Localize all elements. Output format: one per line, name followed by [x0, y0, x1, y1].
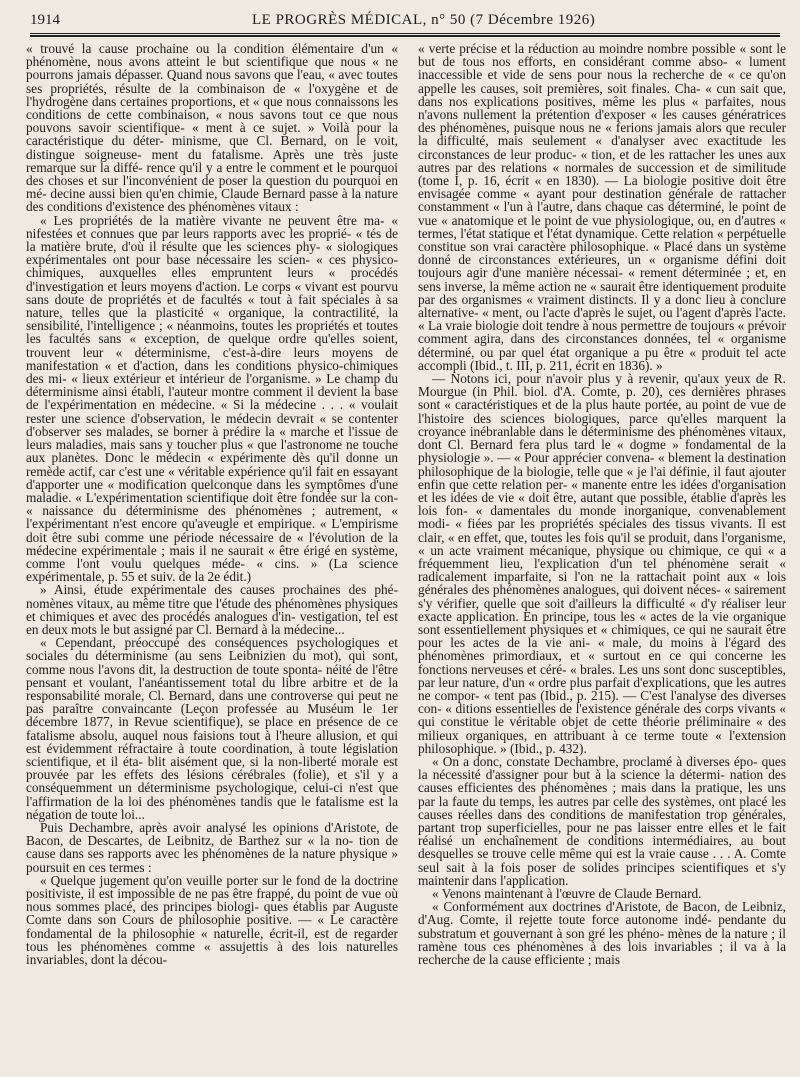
page-number: 1914 — [30, 12, 60, 28]
left-column — [26, 42, 398, 966]
paragraph: « Venons maintenant à l'œuvre de Claude Bernard. — [432, 886, 702, 901]
paragraph: « Cependant, préoccupé des conséquences psychologiques et sociales du déterminisme (au sens Leibnizien du mot), qui sont, comme nous l'avons dit, la destruction de toute sponta- néité de l'être pensant et voulant, l'anéantissement total du libre arbitre et de la responsabilité morale, Cl. Bernard, dans une controverse qui peut ne pas paraître convaincante (Leçon professée au Muséum le 1er décembre 1877, in Revue scientifique), se place en présence de ce fatalisme absolu, auquel nous faisions tout à l'heure allusion, et qui est évidemment réfractaire à toute coordination, à toute législation scientifique, et il éta- blit aisément que, si la non-liberté morale est prouvée par les effets des lésions cérébrales (folie), et s'il y a conséquemment un déterminisme psychologique, celui-ci n'est que l'affirmation de la loi des phénomènes tandis que le fatalisme est la négation de toute loi... — [26, 635, 398, 822]
paragraph: » Ainsi, étude expérimentale des causes prochaines des phé- nomènes vitaux, au même titre que l'étude des phénomènes physiques et chimiques et avec des procédés analogues d'in- vestigation, tel est en deux mots le but assigné par Cl. Bernard à la médecine... — [26, 582, 398, 637]
paragraph: — Notons ici, pour n'avoir plus y à revenir, qu'aux yeux de R. Mourgue (in Phil. biol. d'A. Comte, p. 20), ces dernières phrases sont « caractéristiques et de la plus haute portée, au point de vue de l'histoire des sciences biologiques, parce qu'elles marquent la croyance inébranlable dans le déterminisme des phénomènes vitaux, dont Cl. Bernard fera plus tard le « dogme » fondamental de la physiologie ». — « Pour apprécier convena- « blement la destination philosophique de la biologie, telle que « je l'ai définie, il faut ajouter enfin que cette relation per- « manente entre les idées d'organisation et les idées de vie « doit être, autant que possible, établie d'après les lois fon- « damentales du monde inorganique, convenablement modi- « fiées par les propriétés spéciales des tissus vivants. Il est clair, « en effet, que, toutes les fois qu'il se produit, dans l'organisme, « un acte vraiment mécanique, physique ou chimique, ce qui « a fréquemment lieu, l'explication d'un tel phénomène serait « radicalement imparfaite, si l'on ne la rattachait point aux « lois générales des phénomènes analogues, qui doivent néces- « sairement s'y vérifier, quelle que soit d'ailleurs la difficulté « d'y réaliser leur exacte application. En principe, tous les « actes de la vie organique sont essentiellement physiques et « chimiques, ce qui ne saurait être pour les actes de la vie ani- « male, du moins à l'égard des phénomènes primordiaux, et « surtout en ce qui concerne les fonctions nerveuses et céré- « brales. Les uns sont donc susceptibles, par leur nature, d'un « ordre plus parfait d'explications, que les autres ne compor- « tent pas (Ibid., p. 215). — C'est l'analyse des diverses con- « ditions essentielles de l'existence générale des corps vivants « qui constitue le véritable objet de cette théorie préliminaire « des milieux organiques, en attribuant à ce terme toute « l'extension philosophique. » (Ibid., p. 432). — [418, 371, 786, 756]
paragraph: « trouvé la cause prochaine ou la condition élémentaire d'un « phénomène, nous avons atteint le but scientifique que nous « ne pourrons jamais dépasser. Quand nous savons que l'eau, « avec toutes ses propriétés, résulte de la combinaison de « l'oxygène et de l'hydrogène dans certaines proportions, et « que nous connaissons les conditions de cette combinaison, « nous savons tout ce que nous pouvons savoir scientifique- « ment à ce sujet. » Voilà pour la caractéristique du déter- minisme, que Cl. Bernard, on le voit, distingue soigneuse- ment du fatalisme. Après une très juste remarque sur la diffé- rence qu'il y a entre le comment et le pourquoi des choses et sur l'inconvénient de poser la question du pourquoi en mé- decine aussi bien qu'en chimie, Claude Bernard passe à la nature des conditions d'existence des phénomènes vitaux : — [26, 41, 398, 215]
paragraph: Puis Dechambre, après avoir analysé les opinions d'Aristote, de Bacon, de Descartes, de Leibnitz, de Barthez sur « la no- tion de cause dans ses rapports avec les phénomènes de la nature physique » poursuit en ces termes : — [26, 819, 398, 875]
journal-title: LE PROGRÈS MÉDICAL, n° 50 (7 Décembre 1926) — [252, 12, 596, 28]
right-column — [418, 42, 786, 966]
paragraph: « On a donc, constate Dechambre, proclamé à diverses épo- ques la nécessité d'assigner pour but à la science la détermi- nation des causes efficientes des phénomènes ; mais dans la pratique, les uns par la faute du temps, les autres par celle des systèmes, ont placé les causes réelles dans des conditions de manifestation trop générales, partant trop superficielles, pour ne pas laisser entre elles et le fait réalisé un enchaînement de conditions intermédiaires, au bout desquelles se trouve celle même qui est la vraie cause . . . A. Comte seul sait à la fois poser de solides principes scientifiques et s'y maintenir dans l'application. — [418, 753, 786, 888]
running-header — [30, 12, 780, 34]
paragraph: « Les propriétés de la matière vivante ne peuvent être ma- « nifestées et connues que par leurs rapports avec les proprié- « tés de la matière brute, d'où il résulte que les sciences phy- « siologiques expérimentales ont pour base nécessaire les scien- « ces physico-chimiques, auxquelles elles empruntent leurs « procédés d'investigation et leurs moyens d'action. Le corps « vivant est pourvu sans doute de propriétés et de facultés « tout à fait spéciales à sa nature, telles que la plasticité « organique, la contractilité, la sensibilité, l'intelligence ; « néanmoins, toutes les propriétés et toutes les facultés sans « exception, de quelque ordre qu'elles soient, trouvent leur « déterminisme, c'est-à-dire leurs moyens de manifestation « et d'action, dans les conditions physico-chimiques des mi- « lieux extérieur et intérieur de l'organisme. » Le champ du déterminisme ainsi établi, l'auteur montre comment il devient la base de l'expérimentation en médecine. « Si la médecine . . . « voulait rester une science d'observation, le médecin devrait « se contenter d'observer ses malades, se borner à prédire la « marche et l'issue de leurs maladies, mais sans y toucher plus « que l'astronome ne touche aux planètes. Donc le médecin « expérimente dès qu'il donne un remède actif, car c'est une « véritable expérience qu'il fait en essayant d'apporter une « modification quelconque dans les symptômes d'une maladie. « L'expérimentation scientifique doit être fondée sur la con- « naissance du déterminisme des phénomènes ; autrement, « l'expérimentant n'est encore qu'aveugle et empirique. « L'empirisme doit être subi comme une période nécessaire de « l'évolution de la médecine expérimentale ; mais il ne saurait « être érigé en système, comme l'ont voulu quelques méde- « cins. » (La science expérimentale, p. 55 et suiv. de la 2e édit.) — [26, 212, 398, 585]
paragraph: « verte précise et la réduction au moindre nombre possible « sont le but de tous nos efforts, en considérant comme abso- « lument inaccessible et vide de sens pour nous la recherche de « ce qu'on appelle les causes, soit premières, soit finales. Cha- « cun sait que, dans nos explications positives, même les plus « parfaites, nous n'avons nullement la prétention d'exposer « les causes génératrices des phénomènes, puisque nous ne « ferions jamais alors que reculer la difficulté, mais seulement « d'analyser avec exactitude les circonstances de leur produc- « tion, et de les rattacher les unes aux autres par des relations « normales de succession et de similitude (tome I, p. 16, écrit « en 1830). — La biologie positive doit être envisagée comme « ayant pour destination générale de rattacher constamment « l'un à l'autre, dans chaque cas déterminé, le point de vue « anatomique et le point de vue physiologique, ou, en d'autres « termes, l'état statique et l'état dynamique. Cette relation « perpétuelle constitue son vrai caractère philosophique. « Placé dans un système donné de circonstances extérieures, un « organisme défini doit toujours agir d'une manière nécessai- « rement déterminée ; et, en sens inverse, la même action ne « saurait être identiquement produite par des organismes « vraiment distincts. Il y a donc lieu à conclure alternative- « ment, ou l'acte d'après le sujet, ou l'agent d'après l'acte. « La vraie biologie doit tendre à nous permettre de toujours « prévoir comment agira, dans des circonstances données, tel « organisme déterminé, ou par quel état organique a pu être « produit tel acte accompli (Ibid., t. III, p. 211, écrit en 1836). » — [418, 41, 786, 373]
header-rule — [30, 33, 780, 37]
paragraph: « Quelque jugement qu'on veuille porter sur le fond de la doctrine positiviste, il est impossible de ne pas être frappé, du point de vue où nous sommes placé, des principes biologi- ques établis par Auguste Comte dans son Cours de philosophie positive. — « Le caractère fondamental de la philosophie « naturelle, écrit-il, est de regarder tous les phénomènes comme « assujettis à des lois naturelles invariables, dont la décou- — [26, 872, 398, 968]
paragraph: « Conformément aux doctrines d'Aristote, de Bacon, de Leibniz, d'Aug. Comte, il rejette toute force autonome indé- pendante du substratum et gouvernant à son gré les phéno- mènes de la nature ; il ramène tous ces phénomènes à des lois invariables ; il va à la recherche de la cause efficiente ; mais — [418, 899, 786, 968]
